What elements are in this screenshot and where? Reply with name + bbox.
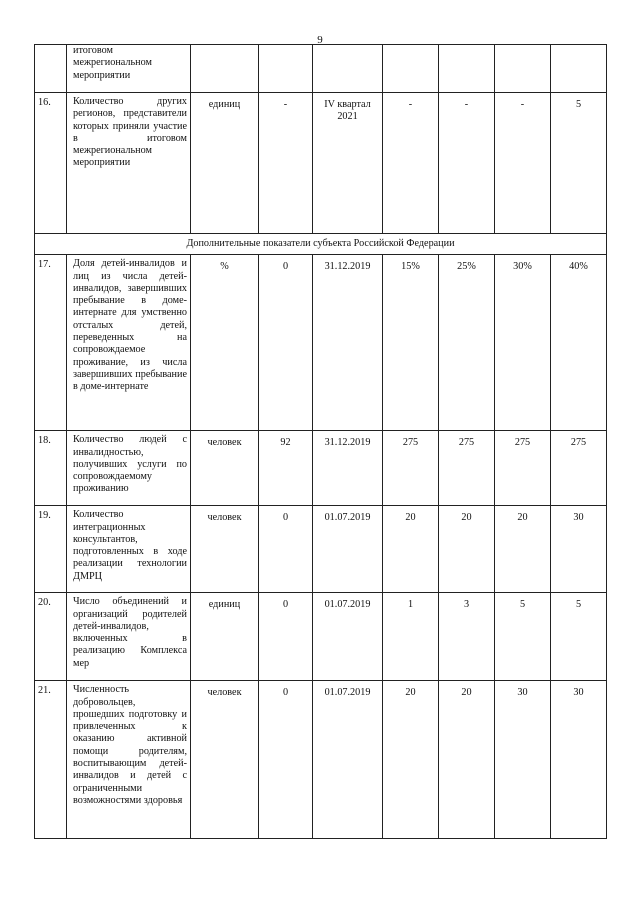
value-cell: 20 (439, 506, 495, 593)
date-cell (313, 45, 383, 93)
date-cell: 01.07.2019 (313, 681, 383, 839)
indicator-cell: итоговом межрегиональном мероприятии (67, 45, 191, 93)
value-cell: 20 (495, 506, 551, 593)
value-cell: - (495, 93, 551, 234)
value-cell (495, 45, 551, 93)
table-row (35, 431, 607, 506)
row-number: 17. (35, 255, 67, 431)
value-cell: 5 (551, 593, 607, 681)
indicator-cell: Количество интеграционных консультантов, подготовленных в ходе реализации технологии ДМРЦ (67, 506, 191, 593)
value-cell: 30 (551, 681, 607, 839)
base-cell: 0 (259, 506, 313, 593)
row-number: 18. (35, 431, 67, 506)
page-number: 9 (317, 34, 323, 46)
row-number: 19. (35, 506, 67, 593)
value-cell: 30% (495, 255, 551, 431)
value-cell: 1 (383, 593, 439, 681)
section-title: Дополнительные показатели субъекта Российской Федерации (35, 234, 607, 255)
value-cell: 275 (439, 431, 495, 506)
date-cell: 31.12.2019 (313, 255, 383, 431)
indicator-cell: Количество других регионов, представители которых приняли участие в итоговом межрегиональном мероприятии (67, 93, 191, 234)
value-cell: 275 (495, 431, 551, 506)
indicator-cell: Численность добровольцев, прошедших подготовку и привлеченных к оказанию активной помощи родителям, воспитывающим детей-инвалидов и детей с ограниченными возможностями здоровья (67, 681, 191, 839)
unit-cell: человек (191, 681, 259, 839)
base-cell: - (259, 93, 313, 234)
unit-cell: человек (191, 506, 259, 593)
section-header-row (35, 234, 607, 255)
value-cell: 275 (383, 431, 439, 506)
value-cell: 15% (383, 255, 439, 431)
num-cell (35, 45, 67, 93)
base-cell: 0 (259, 593, 313, 681)
base-cell (259, 45, 313, 93)
row-number: 21. (35, 681, 67, 839)
value-cell: 20 (439, 681, 495, 839)
unit-cell: человек (191, 431, 259, 506)
date-cell: 01.07.2019 (313, 506, 383, 593)
base-cell: 0 (259, 681, 313, 839)
base-cell: 92 (259, 431, 313, 506)
indicators-table (34, 44, 607, 839)
value-cell: 20 (383, 506, 439, 593)
unit-cell: единиц (191, 593, 259, 681)
table-row-continued (35, 45, 607, 93)
value-cell: 20 (383, 681, 439, 839)
base-cell: 0 (259, 255, 313, 431)
unit-cell: % (191, 255, 259, 431)
indicator-cell: Доля детей-инвалидов и лиц из числа детей-инвалидов, завершивших пребывание в доме-интернате для умственно отсталых детей, переведенных на сопровождаемое проживание, из числа завершивших пребывание в доме-интернате (67, 255, 191, 431)
value-cell: 275 (551, 431, 607, 506)
indicator-cell: Число объединений и организаций родителей детей-инвалидов, включенных в реализацию Комплекса мер (67, 593, 191, 681)
table-row (35, 93, 607, 234)
value-cell: - (383, 93, 439, 234)
value-cell: 40% (551, 255, 607, 431)
date-cell: 01.07.2019 (313, 593, 383, 681)
unit-cell (191, 45, 259, 93)
value-cell: 3 (439, 593, 495, 681)
table-row (35, 255, 607, 431)
value-cell (551, 45, 607, 93)
row-number: 20. (35, 593, 67, 681)
table-row (35, 506, 607, 593)
row-number: 16. (35, 93, 67, 234)
value-cell (439, 45, 495, 93)
value-cell: - (439, 93, 495, 234)
value-cell: 5 (551, 93, 607, 234)
date-cell: IV квартал 2021 (313, 93, 383, 234)
date-cell: 31.12.2019 (313, 431, 383, 506)
table-row (35, 681, 607, 839)
value-cell: 25% (439, 255, 495, 431)
unit-cell: единиц (191, 93, 259, 234)
table-row (35, 593, 607, 681)
value-cell: 5 (495, 593, 551, 681)
value-cell: 30 (551, 506, 607, 593)
value-cell (383, 45, 439, 93)
indicator-cell: Количество людей с инвалидностью, получивших услуги по сопровождаемому проживанию (67, 431, 191, 506)
value-cell: 30 (495, 681, 551, 839)
